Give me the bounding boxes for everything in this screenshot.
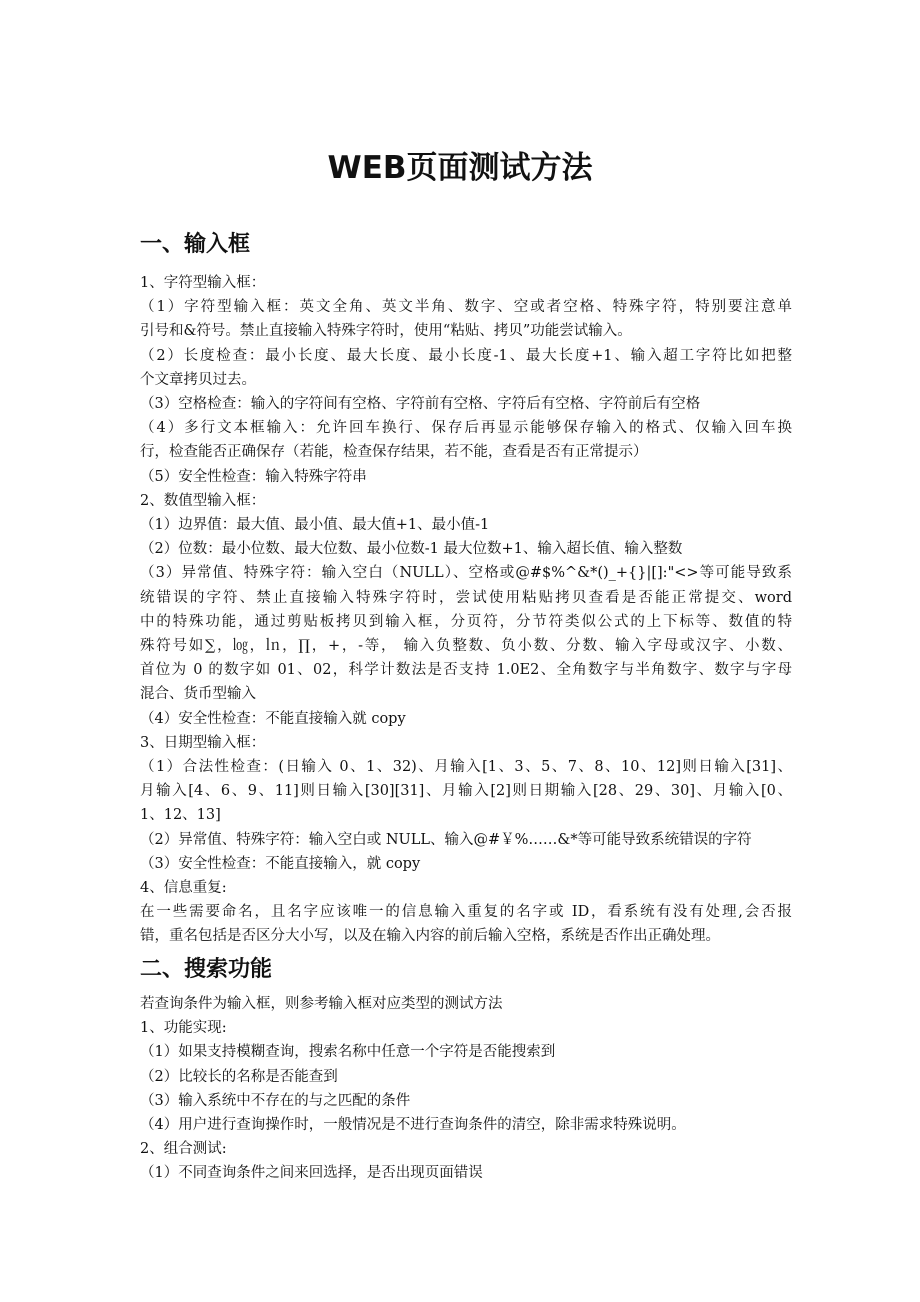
text-line: （3）异常值、特殊字符：输入空白（NULL）、空格或@#$%^&*()_+{}|[]:"<>等可能导致系 <box>140 565 792 582</box>
text-line: 1、字符型输入框： <box>140 275 266 291</box>
text-line: （2）异常值、特殊字符：输入空白或 NULL、输入@#￥%……&*等可能导致系统错误的字符 <box>140 831 752 848</box>
text-line: 引号和&符号。禁止直接输入特殊字符时，使用“粘贴、拷贝”功能尝试输入。 <box>140 323 632 340</box>
text-line: 4、信息重复: <box>140 880 227 897</box>
text-line: （3）空格检查：输入的字符间有空格、字符前有空格、字符后有空格、字符前后有空格 <box>140 396 701 413</box>
text-line: （1）如果支持模糊查询，搜索名称中任意一个字符是否能搜索到 <box>140 1044 556 1061</box>
section-heading-input-box: 一、输入框 <box>140 232 251 257</box>
text-line: （5）安全性检查：输入特殊字符串 <box>140 468 367 485</box>
text-line: （2）位数：最小位数、最大位数、最小位数-1 最大位数+1、输入超长值、输入整数 <box>140 541 683 558</box>
text-line: （2）比较长的名称是否能查到 <box>140 1068 338 1085</box>
text-line: 中的特殊功能，通过剪贴板拷贝到输入框，分页符，分节符类似公式的上下标等、数值的特 <box>140 613 792 630</box>
text-line: 行，检查能否正确保存（若能，检查保存结果，若不能，查看是否有正常提示） <box>140 444 648 461</box>
text-line: 统错误的字符、禁止直接输入特殊字符时，尝试使用粘贴拷贝查看是否能正常提交、word <box>140 589 792 606</box>
text-line: 1、功能实现: <box>140 1020 227 1037</box>
section-heading-search-function: 二、搜索功能 <box>140 957 273 982</box>
text-line: 在一些需要命名，且名字应该唯一的信息输入重复的名字或 ID，看系统有没有处理,会否报 <box>140 904 792 921</box>
text-line: 错，重名包括是否区分大小写，以及在输入内容的前后输入空格，系统是否作出正确处理。 <box>140 928 720 945</box>
text-line: 首位为 0 的数字如 01、02，科学计数法是否支持 1.0E2、全角数字与半角数字、数字与字母 <box>140 662 792 679</box>
document-title: WEB页面测试方法 <box>327 150 593 186</box>
text-line: （4）用户进行查询操作时，一般情况是不进行查询条件的清空，除非需求特殊说明。 <box>140 1117 686 1134</box>
text-line: （1）合法性检查：(日输入 0、1、32)、月输入[1、3、5、7、8、10、12]则日输入[31]、 <box>140 759 792 776</box>
text-line: 1、12、13] <box>140 807 221 824</box>
text-line: （1）边界值：最大值、最小值、最大值+1、最小值-1 <box>140 517 490 534</box>
text-line: 混合、货币型输入 <box>140 686 256 703</box>
section-body-input-box <box>140 271 792 949</box>
text-line: 3、日期型输入框： <box>140 734 266 751</box>
text-line: （1）字符型输入框：英文全角、英文半角、数字、空或者空格、特殊字符，特别要注意单 <box>140 299 792 316</box>
text-line: （3）安全性检查：不能直接输入，就 copy <box>140 855 421 872</box>
text-line: 个文章拷贝过去。 <box>140 371 256 388</box>
text-line: 殊符号如∑，㏒，㏑，∏，+，-等， 输入负整数、负小数、分数、输入字母或汉字、小数、 <box>140 638 792 655</box>
text-line: （2）长度检查：最小长度、最大长度、最小长度-1、最大长度+1、输入超工字符比如把整 <box>140 347 792 364</box>
text-line: （4）安全性检查：不能直接输入就 copy <box>140 710 406 727</box>
text-line: （1）不同查询条件之间来回选择，是否出现页面错误 <box>140 1165 483 1182</box>
text-line: 若查询条件为输入框，则参考输入框对应类型的测试方法 <box>140 996 503 1012</box>
text-line: （3）输入系统中不存在的与之匹配的条件 <box>140 1092 411 1109</box>
text-line: 2、数值型输入框： <box>140 492 266 509</box>
text-line: 月输入[4、6、9、11]则日输入[30][31]、月输入[2]则日期输入[28、29、30]、月输入[0、 <box>140 783 792 800</box>
section-body-search-function <box>140 992 792 1186</box>
text-line: 2、组合测试: <box>140 1141 227 1158</box>
text-line: （4）多行文本框输入：允许回车换行、保存后再显示能够保存输入的格式、仅输入回车换 <box>140 420 792 437</box>
